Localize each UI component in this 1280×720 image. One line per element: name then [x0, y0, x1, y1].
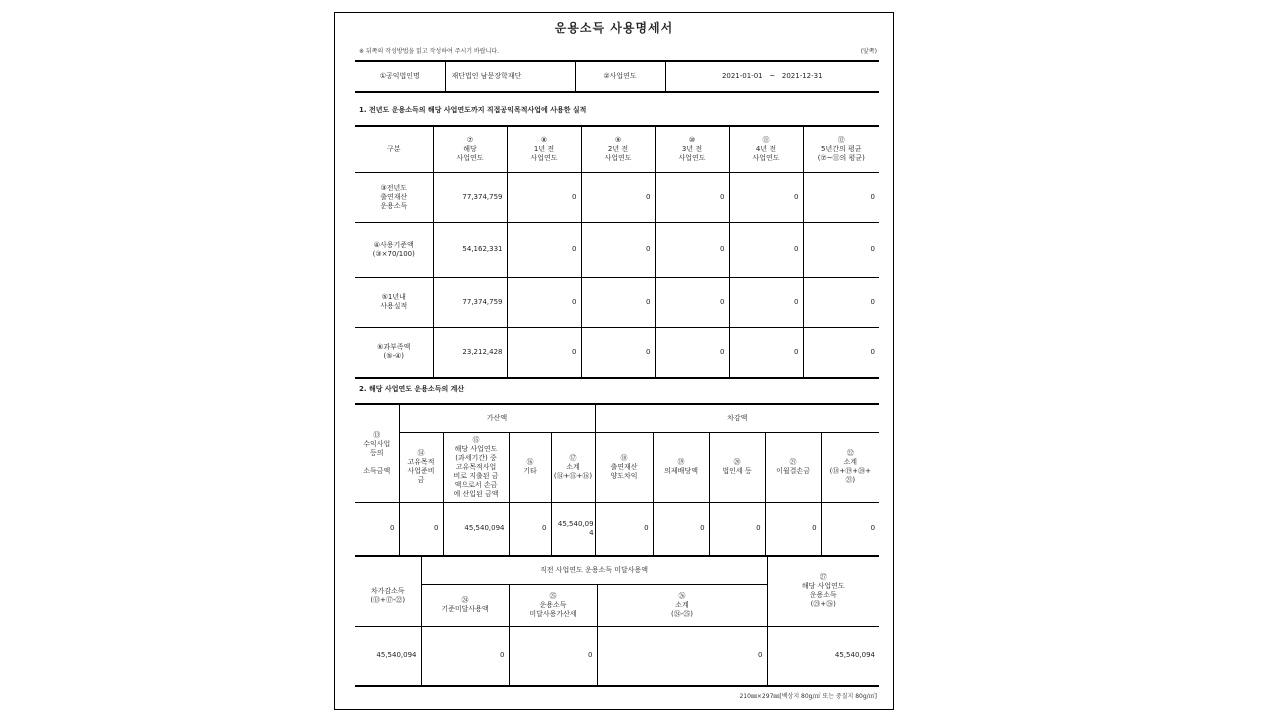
- form-title: 운용소득 사용명세서: [554, 21, 674, 35]
- s1-header-2yr: ⑨ 2년 전 사업연도: [581, 126, 655, 172]
- cell-value: 45,540,094: [551, 502, 595, 556]
- row-label: ⑤1년내 사용실적: [355, 277, 433, 327]
- cell-value: 0: [655, 222, 729, 277]
- cell-value: 0: [803, 172, 879, 222]
- s1-header-4yr: ⑪ 4년 전 사업연도: [729, 126, 803, 172]
- table-row: [355, 502, 879, 556]
- s2-header-carry: ㉑ 이월결손금: [765, 432, 821, 502]
- cell-value: 0: [729, 277, 803, 327]
- table-row: [355, 172, 879, 222]
- cell-value: 0: [581, 172, 655, 222]
- cell-value: 0: [729, 172, 803, 222]
- form-paper: [334, 12, 894, 710]
- cell-value: 0: [509, 502, 551, 556]
- cell-value: 77,374,759: [433, 172, 507, 222]
- s1-header-3yr: ⑩ 3년 전 사업연도: [655, 126, 729, 172]
- cell-value: 0: [399, 502, 443, 556]
- s2-header-expense: ⑮ 해당 사업연도 (과세기간) 중 고유목적사업 비로 지출된 금 액으로서 손금 에 산입된 금액: [443, 432, 509, 502]
- year-separator: ~: [769, 72, 776, 80]
- cell-value: 0: [507, 222, 581, 277]
- s2-header-income: ⑬ 수익사업 등의 소득금액: [355, 404, 399, 502]
- instruction-note: ※ 뒤쪽의 작성방법을 읽고 작성하여 주시기 바랍니다.: [359, 48, 500, 55]
- table-row: [355, 626, 879, 686]
- section2-table: [355, 403, 879, 557]
- s2-header-reserve: ⑭ 고유목적 사업준비 금: [399, 432, 443, 502]
- cell-value: 23,212,428: [433, 327, 507, 378]
- cell-value: 0: [729, 222, 803, 277]
- cell-value: 0: [803, 327, 879, 378]
- cell-value: 0: [821, 502, 879, 556]
- s1-header-avg: ⑫ 5년간의 평균 (⑦~⑪의 평균): [803, 126, 879, 172]
- cell-value: 0: [507, 172, 581, 222]
- s2-group-add: 가산액: [399, 404, 595, 432]
- info-table: [355, 60, 879, 93]
- cell-value: 0: [803, 277, 879, 327]
- s3-header-final: ㉗ 해당 사업연도 운용소득 (㉓+㉖): [767, 556, 879, 626]
- cell-value: 0: [581, 277, 655, 327]
- cell-value: 0: [509, 626, 597, 686]
- table-row: [355, 327, 879, 378]
- s1-header-category: 구분: [355, 126, 433, 172]
- cell-value: 0: [655, 172, 729, 222]
- cell-value: 45,540,094: [355, 626, 421, 686]
- front-side-label: (앞쪽): [860, 48, 877, 55]
- s1-header-1yr: ⑧ 1년 전 사업연도: [507, 126, 581, 172]
- corp-name-value: 재단법인 남문장학재단: [445, 61, 575, 92]
- s3-header-penalty: ㉕ 운용소득 미달사용가산세: [509, 584, 597, 626]
- cell-value: 0: [507, 277, 581, 327]
- cell-value: 0: [581, 222, 655, 277]
- cell-value: 0: [581, 327, 655, 378]
- s3-header-base: ㉔ 기준미달사용액: [421, 584, 509, 626]
- table-row: [355, 222, 879, 277]
- cell-value: 0: [709, 502, 765, 556]
- section3-table: [355, 555, 879, 687]
- year-from: 2021-01-01: [721, 72, 763, 80]
- business-year-value: [665, 61, 879, 92]
- cell-value: 0: [655, 277, 729, 327]
- table-row: [355, 277, 879, 327]
- s3-group-shortfall: 직전 사업연도 운용소득 미달사용액: [421, 556, 767, 584]
- cell-value: 0: [765, 502, 821, 556]
- cell-value: 45,540,094: [443, 502, 509, 556]
- cell-value: 0: [729, 327, 803, 378]
- cell-value: 0: [507, 327, 581, 378]
- section1-table: [355, 125, 879, 379]
- s2-header-other: ⑯ 기타: [509, 432, 551, 502]
- s2-header-tax: ⑳ 법인세 등: [709, 432, 765, 502]
- s2-header-transfer: ⑱ 출연재산 양도차익: [595, 432, 653, 502]
- row-label: ④사용기준액 (③×70/100): [355, 222, 433, 277]
- corp-name-label: ①공익법인명: [355, 61, 445, 92]
- cell-value: 0: [803, 222, 879, 277]
- cell-value: 0: [655, 327, 729, 378]
- section1-title: 1. 전년도 운용소득의 해당 사업연도까지 직접공익목적사업에 사용한 실적: [359, 106, 587, 114]
- s2-header-subtotal-add: ⑰ 소계 (⑭+⑮+⑯): [551, 432, 595, 502]
- s3-header-subtotal: ㉖ 소계 (㉔-㉕): [597, 584, 767, 626]
- s2-group-sub: 차감액: [595, 404, 879, 432]
- cell-value: 45,540,094: [767, 626, 879, 686]
- s3-header-net: 차가감소득 (⑬+⑰-㉒): [355, 556, 421, 626]
- section2-title: 2. 해당 사업연도 운용소득의 계산: [359, 385, 465, 393]
- cell-value: 54,162,331: [433, 222, 507, 277]
- cell-value: 0: [597, 626, 767, 686]
- cell-value: 0: [653, 502, 709, 556]
- year-to: 2021-12-31: [781, 72, 823, 80]
- cell-value: 0: [595, 502, 653, 556]
- cell-value: 0: [355, 502, 399, 556]
- cell-value: 77,374,759: [433, 277, 507, 327]
- paper-spec-footer: 210㎜×297㎜[백상지 80g/㎡ 또는 중질지 80g/㎡]: [739, 693, 877, 700]
- row-label: ⑥과부족액 (⑤-④): [355, 327, 433, 378]
- row-label: ③전년도 출연재산 운용소득: [355, 172, 433, 222]
- s2-header-subtotal-sub: ㉒ 소계 (⑱+⑲+⑳+ ㉑): [821, 432, 879, 502]
- cell-value: 0: [421, 626, 509, 686]
- s2-header-dividend: ⑲ 의제배당액: [653, 432, 709, 502]
- business-year-label: ②사업연도: [575, 61, 665, 92]
- s1-header-current: ⑦ 해당 사업연도: [433, 126, 507, 172]
